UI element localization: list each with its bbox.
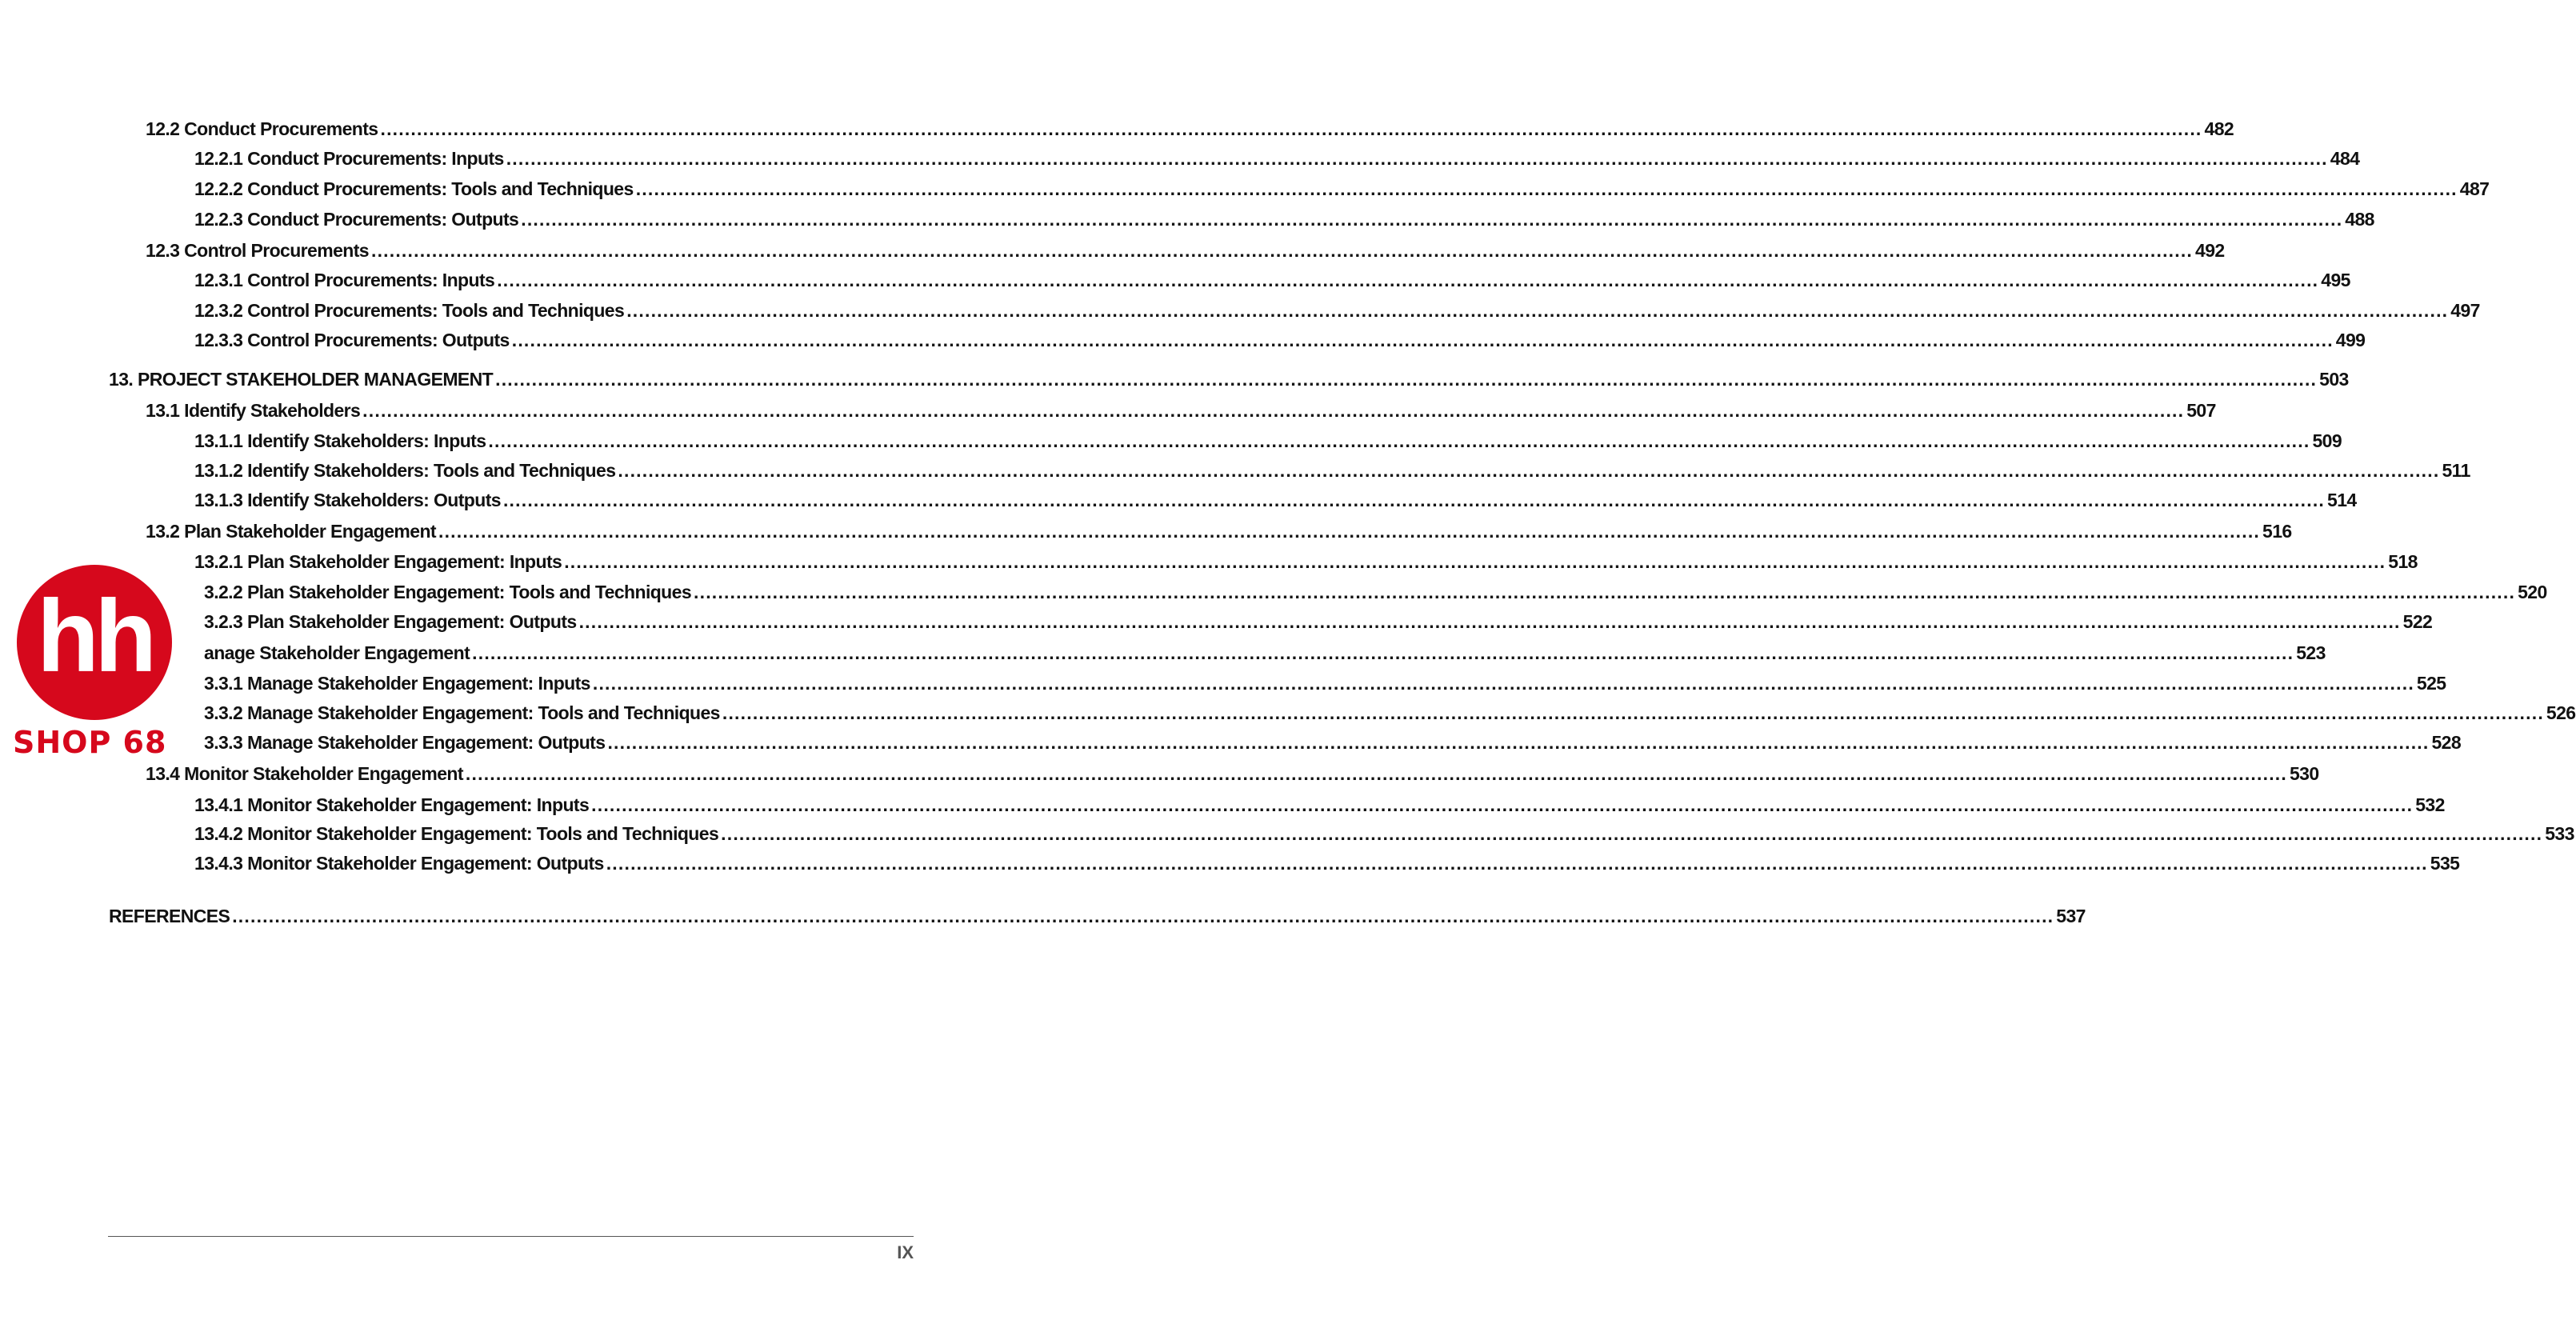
toc-entry-title: 13.1 Identify Stakeholders xyxy=(146,400,361,421)
dot-leader: ............................................................................................................................................................................................................................................................................................................ xyxy=(607,732,2430,753)
footer-divider xyxy=(108,1236,914,1237)
toc-entry-page: 516 xyxy=(2262,521,2292,542)
dot-leader: ............................................................................................................................................................................................................................................................................................................ xyxy=(506,148,2328,169)
toc-entry[interactable] xyxy=(194,429,2342,453)
toc-entry-page: 484 xyxy=(2330,148,2360,169)
toc-entry-title: 13.4.1 Monitor Stakeholder Engagement: Inputs xyxy=(194,794,590,815)
dot-leader: ............................................................................................................................................................................................................................................................................................................ xyxy=(564,551,2386,572)
toc-entry-page: 499 xyxy=(2335,330,2366,350)
dot-leader: ............................................................................................................................................................................................................................................................................................................ xyxy=(370,240,2194,261)
dot-leader: ............................................................................................................................................................................................................................................................................................................ xyxy=(578,611,2401,632)
toc-entry-page: 525 xyxy=(2416,673,2446,694)
toc-entry[interactable] xyxy=(194,550,2418,574)
dot-leader: ............................................................................................................................................................................................................................................................................................................ xyxy=(626,300,2449,321)
toc-entry[interactable] xyxy=(146,398,2216,422)
toc-entry-page: 535 xyxy=(2430,853,2460,874)
toc-entry[interactable] xyxy=(194,298,2480,322)
toc-entry[interactable] xyxy=(194,851,2460,875)
toc-entry-page: 520 xyxy=(2518,582,2547,602)
toc-entry-title: 13. PROJECT STAKEHOLDER MANAGEMENT xyxy=(109,369,494,390)
toc-entry-title: 13.2 Plan Stakeholder Engagement xyxy=(146,521,436,542)
toc-entry-page: 495 xyxy=(2321,270,2350,290)
toc-entry[interactable] xyxy=(194,822,2574,846)
toc-entry-title: 3.3.3 Manage Stakeholder Engagement: Outputs xyxy=(204,732,606,753)
dot-leader: ............................................................................................................................................................................................................................................................................................................ xyxy=(380,118,2202,139)
dot-leader: ............................................................................................................................................................................................................................................................................................................ xyxy=(606,853,2428,874)
dot-leader: ............................................................................................................................................................................................................................................................................................................ xyxy=(438,521,2261,542)
dot-leader: ............................................................................................................................................................................................................................................................................................................ xyxy=(592,673,2414,694)
toc-entry-title: 12.3.2 Control Procurements: Tools and Techniques xyxy=(194,300,625,321)
toc-entry-title: 13.2.1 Plan Stakeholder Engagement: Inputs xyxy=(194,551,562,572)
toc-entry-title: 12.2 Conduct Procurements xyxy=(146,118,378,139)
toc-entry-page: 511 xyxy=(2442,460,2470,481)
toc-entry[interactable] xyxy=(194,207,2374,231)
dot-leader: ............................................................................................................................................................................................................................................................................................................ xyxy=(721,823,2543,844)
logo-text: hh xyxy=(36,579,153,694)
toc-entry[interactable] xyxy=(146,762,2319,786)
dot-leader: ............................................................................................................................................................................................................................................................................................................ xyxy=(591,794,2414,815)
toc-entry-page: 507 xyxy=(2186,400,2216,421)
toc-entry-title: 12.3 Control Procurements xyxy=(146,240,369,261)
toc-entry[interactable] xyxy=(146,519,2292,543)
toc-entry-title: 13.4.2 Monitor Stakeholder Engagement: Tools and Techniques xyxy=(194,823,719,844)
toc-entry-page: 492 xyxy=(2195,240,2225,261)
dot-leader: ............................................................................................................................................................................................................................................................................................................ xyxy=(618,460,2440,481)
toc-entry-title: 12.2.2 Conduct Procurements: Tools and Techniques xyxy=(194,178,634,199)
toc-entry-title: 13.1.2 Identify Stakeholders: Tools and Techniques xyxy=(194,460,616,481)
dot-leader: ............................................................................................................................................................................................................................................................................................................ xyxy=(488,430,2310,451)
toc-entry-page: 514 xyxy=(2327,490,2357,510)
toc-entry-title: 13.4.3 Monitor Stakeholder Engagement: Outputs xyxy=(194,853,604,874)
toc-entry[interactable] xyxy=(146,238,2225,262)
toc-entry[interactable] xyxy=(204,730,2462,754)
toc-entry-page: 537 xyxy=(2056,906,2086,926)
toc-entry-title: 12.2.3 Conduct Procurements: Outputs xyxy=(194,209,519,230)
dot-leader: ............................................................................................................................................................................................................................................................................................................ xyxy=(511,330,2334,350)
dot-leader: ............................................................................................................................................................................................................................................................................................................ xyxy=(722,702,2544,723)
toc-entry[interactable] xyxy=(194,268,2350,292)
toc-entry-page: 503 xyxy=(2319,369,2349,390)
toc-entry-page: 482 xyxy=(2204,118,2234,139)
toc-entry-title: REFERENCES xyxy=(109,906,230,926)
toc-entry-title: 12.3.1 Control Procurements: Inputs xyxy=(194,270,495,290)
dot-leader: ............................................................................................................................................................................................................................................................................................................ xyxy=(495,369,2318,390)
toc-entry-title: 12.3.3 Control Procurements: Outputs xyxy=(194,330,510,350)
toc-entry[interactable] xyxy=(204,701,2576,725)
toc-entry-title: anage Stakeholder Engagement xyxy=(204,642,470,663)
toc-entry[interactable] xyxy=(204,610,2433,634)
toc-entry-page: 522 xyxy=(2402,611,2433,632)
toc-entry-page: 518 xyxy=(2388,551,2418,572)
toc-entry[interactable] xyxy=(204,641,2326,665)
toc-entry-title: 3.3.1 Manage Stakeholder Engagement: Inputs xyxy=(204,673,590,694)
toc-entry-page: 526 xyxy=(2546,702,2576,723)
toc-entry-title: 3.3.2 Manage Stakeholder Engagement: Tools and Techniques xyxy=(204,702,720,723)
toc-entry-page: 523 xyxy=(2296,642,2326,663)
toc-entry-title: 13.1.1 Identify Stakeholders: Inputs xyxy=(194,430,486,451)
toc-entry-page: 528 xyxy=(2431,732,2462,753)
toc-entry-page: 497 xyxy=(2450,300,2480,321)
toc-entry[interactable] xyxy=(194,146,2360,170)
toc-entry[interactable] xyxy=(194,793,2445,817)
dot-leader: ............................................................................................................................................................................................................................................................................................................ xyxy=(497,270,2319,290)
dot-leader: ............................................................................................................................................................................................................................................................................................................ xyxy=(502,490,2325,510)
toc-entry-page: 530 xyxy=(2289,763,2319,784)
dot-leader: ............................................................................................................................................................................................................................................................................................................ xyxy=(472,642,2294,663)
toc-entry-title: 12.2.1 Conduct Procurements: Inputs xyxy=(194,148,504,169)
hh-logo xyxy=(17,565,172,720)
toc-entry-title: 3.2.3 Plan Stakeholder Engagement: Outputs xyxy=(204,611,577,632)
dot-leader: ............................................................................................................................................................................................................................................................................................................ xyxy=(232,906,2054,926)
toc-entry-title: 3.2.2 Plan Stakeholder Engagement: Tools and Techniques xyxy=(204,582,692,602)
toc-entry-page: 487 xyxy=(2459,178,2490,199)
toc-entry[interactable] xyxy=(146,117,2234,141)
dot-leader: ............................................................................................................................................................................................................................................................................................................ xyxy=(694,582,2516,602)
toc-entry-page: 532 xyxy=(2415,794,2445,815)
toc-entry[interactable] xyxy=(204,580,2547,604)
shop-watermark-text: SHOP 68 xyxy=(13,725,167,760)
toc-entry-page: 509 xyxy=(2312,430,2342,451)
dot-leader: ............................................................................................................................................................................................................................................................................................................ xyxy=(521,209,2343,230)
toc-entry-page: 533 xyxy=(2545,823,2574,844)
toc-entry-title: 13.4 Monitor Stakeholder Engagement xyxy=(146,763,463,784)
toc-entry[interactable] xyxy=(194,488,2357,512)
toc-entry-title: 13.1.3 Identify Stakeholders: Outputs xyxy=(194,490,501,510)
toc-entry[interactable] xyxy=(194,458,2470,482)
toc-entry-page: 488 xyxy=(2345,209,2374,230)
dot-leader: ............................................................................................................................................................................................................................................................................................................ xyxy=(362,400,2185,421)
dot-leader: ............................................................................................................................................................................................................................................................................................................ xyxy=(465,763,2287,784)
dot-leader: ............................................................................................................................................................................................................................................................................................................ xyxy=(635,178,2458,199)
toc-entry[interactable] xyxy=(109,904,2086,928)
page-number: IX xyxy=(897,1242,914,1262)
toc-entry[interactable] xyxy=(194,177,2490,201)
toc-entry[interactable] xyxy=(204,671,2446,695)
toc-entry[interactable] xyxy=(194,328,2366,352)
toc-entry[interactable] xyxy=(109,367,2349,391)
